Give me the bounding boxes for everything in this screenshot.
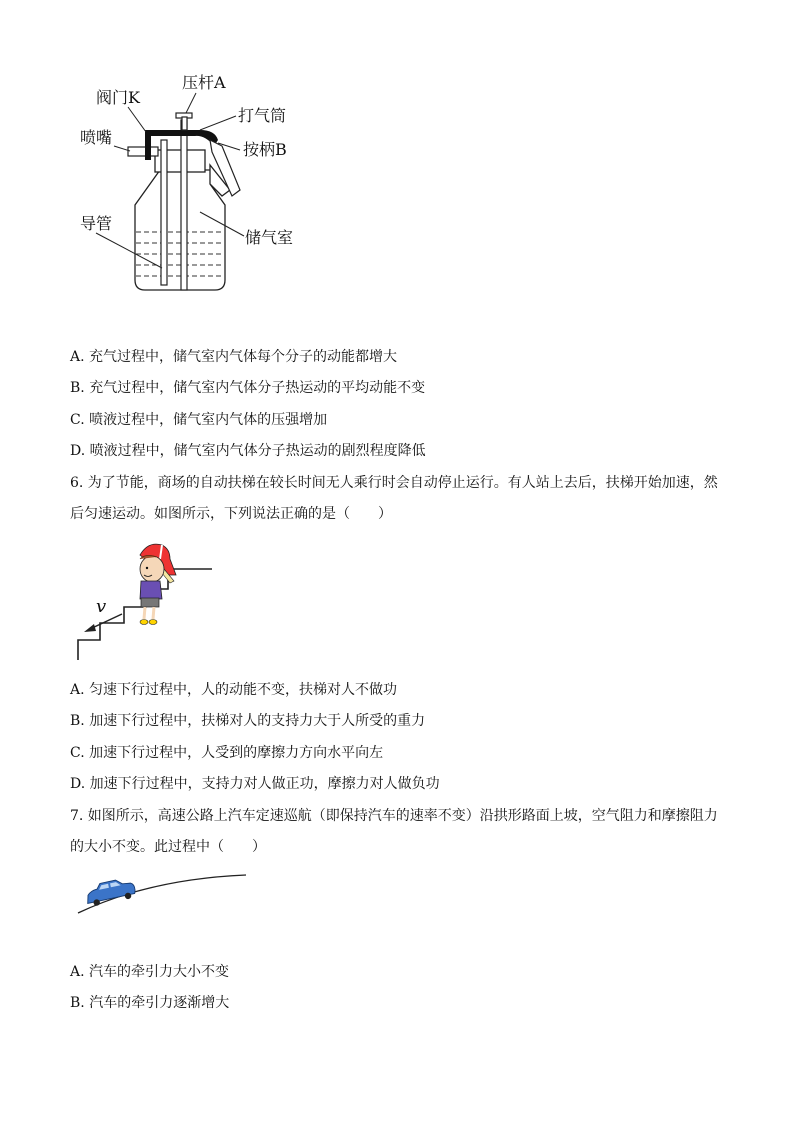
- q6-option-b: B. 加速下行过程中，扶梯对人的支持力大于人所受的重力: [70, 713, 426, 729]
- q7-stem-line1: 7. 如图所示，高速公路上汽车定速巡航（即保持汽车的速率不变）沿拱形路面上坡，空气阻力和摩擦阻力: [70, 808, 718, 824]
- q5-option-a: A. 充气过程中，储气室内气体每个分子的动能都增大: [70, 349, 398, 365]
- escalator-figure: [0, 535, 794, 675]
- q5-option-d: D. 喷液过程中，储气室内气体分子热运动的剧烈程度降低: [70, 443, 426, 459]
- q5-option-c: C. 喷液过程中，储气室内气体的压强增加: [70, 412, 328, 428]
- pump-label: 打气筒: [238, 106, 287, 125]
- tube-label: 导管: [80, 214, 113, 233]
- valve-label: 阀门K: [96, 88, 140, 107]
- chamber-label: 储气室: [245, 228, 294, 247]
- q6-stem-line1: 6. 为了节能，商场的自动扶梯在较长时间无人乘行时会自动停止运行。有人站上去后，扶梯开始加速，然: [70, 475, 718, 491]
- q7-option-b: B. 汽车的牵引力逐渐增大: [70, 995, 230, 1011]
- car-icon: [84, 877, 137, 908]
- q6-option-d: D. 加速下行过程中，支持力对人做正功，摩擦力对人做负功: [70, 776, 440, 792]
- sprayer-diagram: [0, 0, 794, 320]
- q7-option-a: A. 汽车的牵引力大小不变: [70, 964, 230, 980]
- nozzle-label: 喷嘴: [80, 128, 113, 147]
- q7-stem-line2: 的大小不变。此过程中（ ）: [70, 839, 266, 855]
- q6-stem-line2: 后匀速运动。如图所示，下列说法正确的是（ ）: [70, 506, 392, 522]
- press-rod-label: 压杆A: [182, 73, 226, 92]
- person-icon: [140, 544, 176, 624]
- q6-option-c: C. 加速下行过程中，人受到的摩擦力方向水平向左: [70, 745, 384, 761]
- q5-option-b: B. 充气过程中，储气室内气体分子热运动的平均动能不变: [70, 380, 426, 396]
- handle-label: 按柄B: [243, 140, 287, 159]
- q6-option-a: A. 匀速下行过程中，人的动能不变，扶梯对人不做功: [70, 682, 398, 698]
- car-on-slope-figure: [0, 865, 794, 925]
- velocity-label: v: [96, 596, 107, 617]
